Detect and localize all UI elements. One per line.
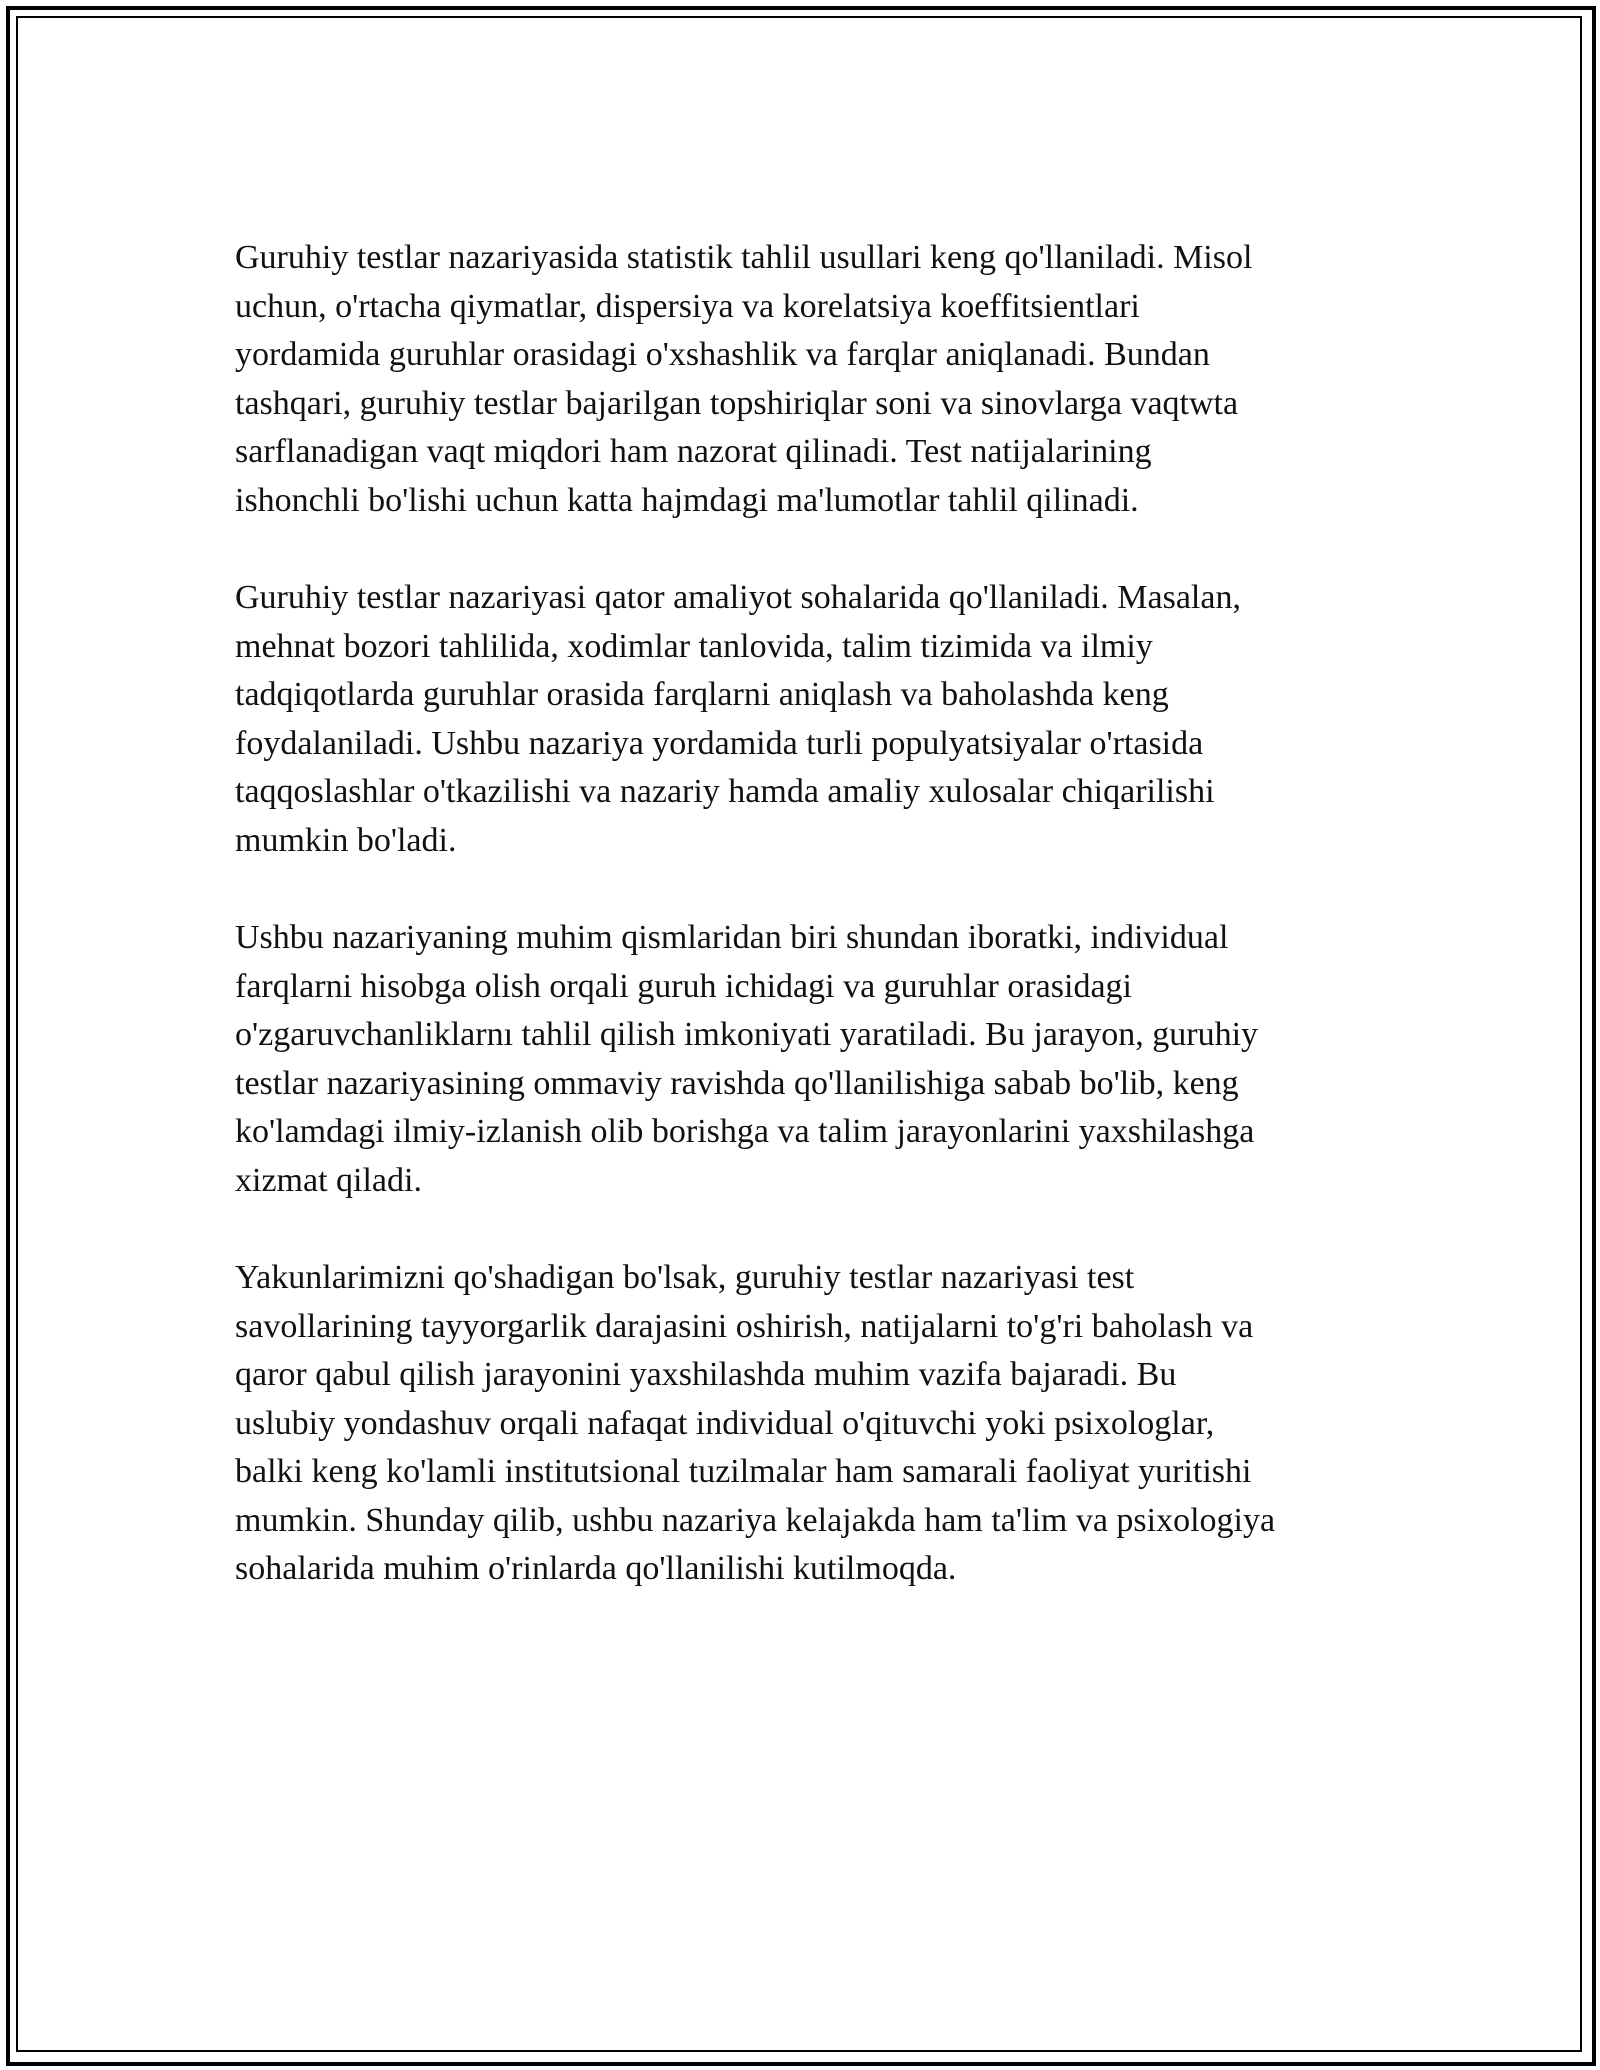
text-line: savollarining tayyorgarlik darajasini oshirish, natijalarni to'g'ri baholash va bbox=[235, 1307, 1254, 1345]
text-line: yordamida guruhlar orasidagi o'xshashlik va farqlar aniqlanadi. Bundan bbox=[235, 336, 1210, 373]
text-line: mumkin. Shunday qilib, ushbu nazariya kelajakda ham ta'lim va psixologiya bbox=[235, 1501, 1276, 1539]
text-line: testlar nazariyasining ommaviy ravishda qo'llanilishiga sabab bo'lib, keng bbox=[235, 1064, 1239, 1102]
document-body bbox=[235, 234, 1365, 1643]
text-line: o'zgaruvchanliklarnı tahlil qilish imkoniyati yaratiladi. Bu jarayon, guruhiy bbox=[235, 1016, 1259, 1053]
paragraph-3 bbox=[235, 914, 1365, 1205]
text-line: Guruhiy testlar nazariyasi qator amaliyot sohalarida qo'llaniladi. Masalan, bbox=[235, 579, 1241, 616]
text-line: foydalaniladi. Ushbu nazariya yordamida turli populyatsiyalar o'rtasida bbox=[235, 724, 1204, 762]
text-line: mumkin bo'ladi. bbox=[235, 821, 457, 859]
paragraph-1 bbox=[235, 234, 1365, 525]
text-line: mehnat bozori tahlilida, xodimlar tanlovida, talim tizimida va ilmiy bbox=[235, 627, 1153, 665]
text-line: xizmat qiladi. bbox=[235, 1161, 422, 1199]
text-line: tadqiqotlarda guruhlar orasida farqlarni aniqlash va baholashda keng bbox=[235, 676, 1169, 713]
text-line: tashqari, guruhiy testlar bajarilgan topshiriqlar soni va sinovlarga vaqtwta bbox=[235, 384, 1239, 422]
text-line: ko'lamdagi ilmiy-izlanish olib borishga va talim jarayonlarini yaxshilashga bbox=[235, 1113, 1255, 1150]
text-line: sohalarida muhim o'rinlarda qo'llanilishi kutilmoqda. bbox=[235, 1550, 957, 1587]
paragraph-2 bbox=[235, 574, 1365, 865]
text-line: ishonchli bo'lishi uchun katta hajmdagi ma'lumotlar tahlil qilinadi. bbox=[235, 481, 1139, 519]
text-line: uslubiy yondashuv orqali nafaqat individual o'qituvchi yoki psixologlar, bbox=[235, 1404, 1215, 1442]
text-line: Yakunlarimizni qo'shadigan bo'lsak, guruhiy testlar nazariyasi test bbox=[235, 1259, 1135, 1296]
text-line: sarflanadigan vaqt miqdori ham nazorat qilinadi. Test natijalarining bbox=[235, 433, 1152, 470]
text-line: taqqoslashlar o'tkazilishi va nazariy hamda amaliy xulosalar chiqarilishi bbox=[235, 773, 1215, 810]
paragraph-4 bbox=[235, 1254, 1365, 1594]
text-line: Guruhiy testlar nazariyasida statistik tahlil usullari keng qo'llaniladi. Misol bbox=[235, 239, 1253, 276]
text-line: balki keng ko'lamli institutsional tuzilmalar ham samarali faoliyat yuritishi bbox=[235, 1453, 1252, 1490]
text-line: Ushbu nazariyaning muhim qismlaridan biri shundan iboratki, individual bbox=[235, 919, 1229, 956]
text-line: uchun, o'rtacha qiymatlar, dispersiya va korelatsiya koeffitsientlari bbox=[235, 287, 1140, 325]
text-line: farqlarni hisobga olish orqali guruh ichidagi va guruhlar orasidagi bbox=[235, 967, 1132, 1005]
text-line: qaror qabul qilish jarayonini yaxshilashda muhim vazifa bajaradi. Bu bbox=[235, 1356, 1177, 1393]
